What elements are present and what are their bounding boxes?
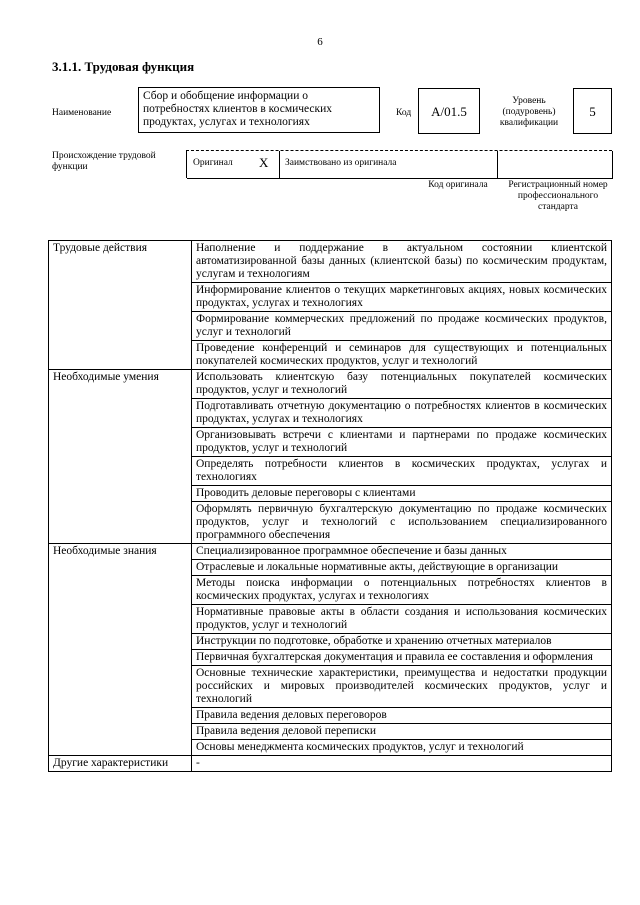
- item-cell: Отраслевые и локальные нормативные акты, действующие в организации: [192, 560, 612, 576]
- item-cell: Наполнение и поддержание в актуальном состоянии клиентской автоматизированной базы данных (клиентской базы) по космическим продуктам, услугам и технологиям: [192, 241, 612, 283]
- item-cell: Первичная бухгалтерская документация и правила ее составления и оформления: [192, 650, 612, 666]
- original-mark: X: [259, 155, 269, 170]
- category-cell: Другие характеристики: [49, 756, 192, 772]
- item-cell: Формирование коммерческих предложений по продаже космических продуктов, услуг и технологий: [192, 312, 612, 341]
- name-label: Наименование: [52, 108, 112, 118]
- origin-row: [186, 150, 612, 178]
- level-label: Уровень (подуровень) квалификации: [499, 96, 559, 128]
- code-original-caption: Код оригинала: [428, 180, 488, 190]
- item-cell: Методы поиска информации о потенциальных потребностях клиентов в космических продуктах, услугах и технологиях: [192, 576, 612, 605]
- item-cell: Правила ведения деловой переписки: [192, 724, 612, 740]
- origin-bottom-line: [187, 178, 613, 179]
- function-name-box: Сбор и обобщение информации о потребностях клиентов в космических продуктах, услугах и технологиях: [138, 87, 380, 133]
- category-cell: Трудовые действия: [49, 241, 192, 370]
- item-cell: Специализированное программное обеспечение и базы данных: [192, 544, 612, 560]
- item-cell: Инструкции по подготовке, обработке и хранению отчетных материалов: [192, 634, 612, 650]
- item-cell: Проводить деловые переговоры с клиентами: [192, 486, 612, 502]
- category-cell: Необходимые знания: [49, 544, 192, 756]
- item-cell: Определять потребности клиентов в космических продуктах, услугах и технологиях: [192, 457, 612, 486]
- item-cell: Основные технические характеристики, преимущества и недостатки продукции российских и мировых производителей космических продуктов, услуг и технологий: [192, 666, 612, 708]
- level-box: 5: [573, 88, 612, 134]
- item-cell: Проведение конференций и семинаров для существующих и потенциальных покупателей космических продуктов, услуг и технологий: [192, 341, 612, 370]
- item-cell: Использовать клиентскую базу потенциальных покупателей космических продуктов, услуг и технологий: [192, 370, 612, 399]
- table-row: [49, 241, 612, 283]
- item-cell: Информирование клиентов о текущих маркетинговых акциях, новых космических продуктах, услугах и технологиях: [192, 283, 612, 312]
- item-cell: -: [192, 756, 612, 772]
- item-cell: Нормативные правовые акты в области создания и использования космических продуктов, услуг и технологий: [192, 605, 612, 634]
- origin-divider: [612, 151, 613, 178]
- item-cell: Правила ведения деловых переговоров: [192, 708, 612, 724]
- item-cell: Организовывать встречи с клиентами и партнерами по продаже космических продуктов, услуг и технологий: [192, 428, 612, 457]
- table-row: [49, 756, 612, 772]
- item-cell: Оформлять первичную бухгалтерскую документацию по продаже космических продуктов, услуг и технологий с использованием специализированного программного обеспечения: [192, 502, 612, 544]
- registration-number-caption: Регистрационный номер профессионального стандарта: [508, 180, 608, 212]
- item-cell: Основы менеджмента космических продуктов, услуг и технологий: [192, 740, 612, 756]
- origin-divider: [279, 151, 280, 178]
- code-box: A/01.5: [418, 88, 480, 134]
- table-row: [49, 370, 612, 399]
- origin-label: Происхождение трудовой функции: [52, 151, 156, 172]
- table-row: [49, 544, 612, 560]
- original-label: Оригинал: [193, 158, 233, 168]
- category-cell: Необходимые умения: [49, 370, 192, 544]
- characteristics-table: [48, 240, 612, 772]
- item-cell: Подготавливать отчетную документацию о потребностях клиентов в космических продуктах, услугах и технологиях: [192, 399, 612, 428]
- section-title: 3.1.1. Трудовая функция: [52, 59, 195, 74]
- code-label: Код: [396, 108, 412, 118]
- characteristics-table-body: [49, 241, 612, 772]
- page-number: 6: [317, 36, 323, 48]
- borrowed-label: Заимствовано из оригинала: [285, 158, 397, 168]
- origin-divider: [497, 151, 498, 178]
